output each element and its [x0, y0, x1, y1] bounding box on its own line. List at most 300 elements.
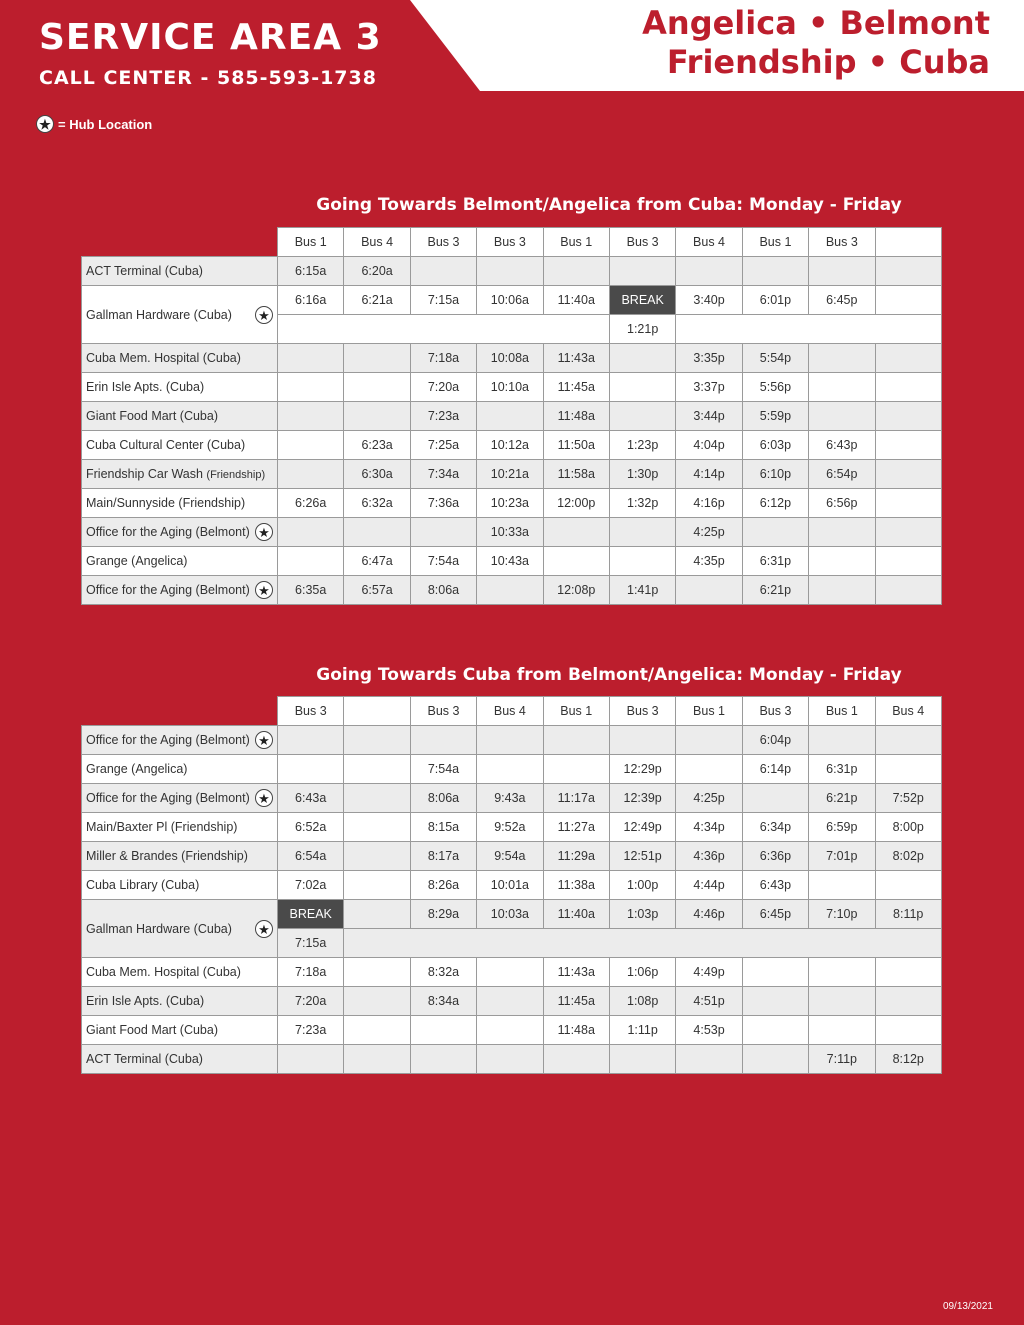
time-cell: 6:21a	[344, 286, 410, 315]
time-cell	[875, 576, 941, 605]
time-cell: 6:12p	[742, 489, 808, 518]
time-cell: 6:30a	[344, 460, 410, 489]
time-cell: 7:23a	[410, 402, 476, 431]
table2-title: Going Towards Cuba from Belmont/Angelica: Monday - Friday	[316, 665, 902, 685]
bus-column-header: Bus 4	[676, 228, 742, 257]
time-cell: 6:52a	[278, 813, 344, 842]
break-cell: BREAK	[278, 900, 344, 929]
stop-name	[82, 900, 278, 958]
time-cell: 12:39p	[609, 784, 675, 813]
time-cell: 8:06a	[410, 576, 476, 605]
time-cell: 3:40p	[676, 286, 742, 315]
time-cell: 6:16a	[278, 286, 344, 315]
time-cell: 11:50a	[543, 431, 609, 460]
time-cell: 4:16p	[676, 489, 742, 518]
stop-row	[82, 373, 942, 402]
stop-row	[82, 813, 942, 842]
time-cell: 7:54a	[410, 547, 476, 576]
time-cell: 7:11p	[809, 1045, 875, 1074]
time-cell: 11:29a	[543, 842, 609, 871]
bus-column-header	[875, 228, 941, 257]
stop-name	[82, 784, 278, 813]
time-cell: 1:30p	[609, 460, 675, 489]
time-cell: 8:02p	[875, 842, 941, 871]
stop-label: Cuba Library (Cuba)	[86, 878, 200, 892]
time-cell: 7:36a	[410, 489, 476, 518]
time-cell	[344, 813, 410, 842]
time-cell	[875, 958, 941, 987]
time-cell: 6:20a	[344, 257, 410, 286]
time-cell	[676, 726, 742, 755]
stop-name	[82, 1016, 278, 1045]
time-cell: 9:43a	[477, 784, 543, 813]
time-cell	[278, 547, 344, 576]
time-cell	[278, 518, 344, 547]
stop-row	[82, 871, 942, 900]
stop-name	[82, 958, 278, 987]
time-cell	[344, 518, 410, 547]
time-cell: 1:00p	[609, 871, 675, 900]
time-cell: 12:49p	[609, 813, 675, 842]
time-cell: 3:35p	[676, 344, 742, 373]
time-cell: 6:35a	[278, 576, 344, 605]
time-cell: 6:43p	[742, 871, 808, 900]
time-cell: 6:01p	[742, 286, 808, 315]
stop-label: Grange (Angelica)	[86, 762, 188, 776]
time-cell	[742, 518, 808, 547]
time-cell: 7:18a	[410, 344, 476, 373]
bus-column-header: Bus 4	[477, 697, 543, 726]
time-cell: 4:04p	[676, 431, 742, 460]
time-cell: 8:29a	[410, 900, 476, 929]
bus-column-header: Bus 3	[809, 228, 875, 257]
stop-label: Cuba Mem. Hospital (Cuba)	[86, 965, 241, 979]
time-cell: 6:26a	[278, 489, 344, 518]
stop-row	[82, 755, 942, 784]
time-cell: 9:52a	[477, 813, 543, 842]
time-cell: 11:58a	[543, 460, 609, 489]
time-cell: 5:54p	[742, 344, 808, 373]
time-cell: 6:43a	[278, 784, 344, 813]
stop-label: Office for the Aging (Belmont)	[86, 733, 250, 747]
time-cell: 10:08a	[477, 344, 543, 373]
stop-name	[82, 257, 278, 286]
time-cell: 3:37p	[676, 373, 742, 402]
time-cell	[809, 518, 875, 547]
time-cell: 1:32p	[609, 489, 675, 518]
time-cell	[344, 1016, 410, 1045]
time-cell: 6:31p	[742, 547, 808, 576]
stop-name	[82, 842, 278, 871]
time-cell: 6:54a	[278, 842, 344, 871]
time-cell: 11:43a	[543, 344, 609, 373]
stop-town: (Friendship)	[206, 469, 266, 481]
stop-name	[82, 755, 278, 784]
stop-row	[82, 431, 942, 460]
stop-row	[82, 958, 942, 987]
time-cell: 6:32a	[344, 489, 410, 518]
schedule-table-outbound	[81, 227, 942, 605]
stop-label: Main/Baxter Pl (Friendship)	[86, 820, 238, 834]
time-cell: 7:15a	[410, 286, 476, 315]
time-cell: 4:53p	[676, 1016, 742, 1045]
time-cell	[344, 871, 410, 900]
time-cell	[278, 402, 344, 431]
stop-name	[82, 987, 278, 1016]
stop-row	[82, 344, 942, 373]
time-cell	[477, 958, 543, 987]
time-cell	[676, 257, 742, 286]
time-cell	[609, 518, 675, 547]
time-cell	[278, 460, 344, 489]
bus-header-row	[82, 697, 942, 726]
time-cell: 1:08p	[609, 987, 675, 1016]
time-cell: 11:45a	[543, 373, 609, 402]
stop-row	[82, 576, 942, 605]
bus-column-header: Bus 3	[742, 697, 808, 726]
stop-label: Giant Food Mart (Cuba)	[86, 1023, 218, 1037]
stop-name	[82, 547, 278, 576]
star-circle-icon: ★	[255, 920, 273, 938]
time-cell: 6:54p	[809, 460, 875, 489]
time-cell: 12:08p	[543, 576, 609, 605]
time-cell: 11:48a	[543, 402, 609, 431]
towns-line-2: Friendship • Cuba	[666, 43, 990, 81]
time-cell: 6:34p	[742, 813, 808, 842]
time-cell	[875, 871, 941, 900]
merged-empty-cell	[278, 315, 610, 344]
time-cell: 1:23p	[609, 431, 675, 460]
time-cell	[809, 987, 875, 1016]
bus-column-header	[344, 697, 410, 726]
time-cell: 6:23a	[344, 431, 410, 460]
time-cell	[875, 518, 941, 547]
time-cell	[875, 460, 941, 489]
time-cell: 11:48a	[543, 1016, 609, 1045]
time-cell: 8:17a	[410, 842, 476, 871]
stop-name	[82, 518, 278, 547]
time-cell: 11:38a	[543, 871, 609, 900]
bus-column-header: Bus 1	[809, 697, 875, 726]
bus-column-header: Bus 1	[742, 228, 808, 257]
time-cell: 11:17a	[543, 784, 609, 813]
time-cell	[676, 755, 742, 784]
time-cell: 6:45p	[742, 900, 808, 929]
table1-title: Going Towards Belmont/Angelica from Cuba: Monday - Friday	[316, 195, 902, 215]
time-cell: 6:57a	[344, 576, 410, 605]
star-circle-icon: ★	[36, 115, 54, 133]
stop-name	[82, 576, 278, 605]
stop-label: Office for the Aging (Belmont)	[86, 583, 250, 597]
stop-name	[82, 373, 278, 402]
time-cell: 4:25p	[676, 518, 742, 547]
stop-row	[82, 402, 942, 431]
stop-label: Gallman Hardware (Cuba)	[86, 921, 232, 936]
stop-row	[82, 547, 942, 576]
time-cell: 6:59p	[809, 813, 875, 842]
time-cell	[278, 1045, 344, 1074]
stop-row	[82, 489, 942, 518]
bus-column-header: Bus 3	[609, 697, 675, 726]
time-cell	[344, 373, 410, 402]
time-cell	[875, 987, 941, 1016]
time-cell: 6:03p	[742, 431, 808, 460]
time-cell: 12:00p	[543, 489, 609, 518]
star-circle-icon: ★	[255, 581, 273, 599]
time-cell: 4:34p	[676, 813, 742, 842]
time-cell: 1:06p	[609, 958, 675, 987]
time-cell: 7:20a	[410, 373, 476, 402]
star-circle-icon: ★	[255, 306, 273, 324]
stop-row	[82, 987, 942, 1016]
stop-name	[82, 402, 278, 431]
time-cell	[875, 373, 941, 402]
time-cell	[543, 755, 609, 784]
time-cell: 10:01a	[477, 871, 543, 900]
time-cell: 7:54a	[410, 755, 476, 784]
stop-name	[82, 460, 278, 489]
time-cell: 11:45a	[543, 987, 609, 1016]
time-cell: 4:44p	[676, 871, 742, 900]
time-cell	[809, 373, 875, 402]
time-cell: 12:51p	[609, 842, 675, 871]
stop-row	[82, 784, 942, 813]
hub-legend-label: = Hub Location	[58, 116, 153, 132]
time-cell	[742, 987, 808, 1016]
stop-row	[82, 726, 942, 755]
time-cell: 6:15a	[278, 257, 344, 286]
time-cell	[410, 726, 476, 755]
time-cell: 8:32a	[410, 958, 476, 987]
time-cell	[477, 755, 543, 784]
time-cell	[410, 1016, 476, 1045]
time-cell	[676, 1045, 742, 1074]
time-cell: 10:33a	[477, 518, 543, 547]
time-cell	[278, 344, 344, 373]
time-cell	[875, 726, 941, 755]
time-cell	[344, 987, 410, 1016]
time-cell: 8:06a	[410, 784, 476, 813]
stop-name	[82, 871, 278, 900]
time-cell: 7:34a	[410, 460, 476, 489]
stop-name	[82, 489, 278, 518]
towns-served	[642, 4, 990, 82]
bus-column-header: Bus 1	[543, 697, 609, 726]
time-cell: 10:43a	[477, 547, 543, 576]
time-cell	[477, 402, 543, 431]
bus-column-header: Bus 1	[676, 697, 742, 726]
time-cell	[410, 1045, 476, 1074]
time-cell	[477, 726, 543, 755]
time-cell: 6:21p	[809, 784, 875, 813]
time-cell	[543, 518, 609, 547]
time-cell: 9:54a	[477, 842, 543, 871]
stop-row	[82, 518, 942, 547]
stop-label: Giant Food Mart (Cuba)	[86, 409, 218, 423]
time-cell: 8:34a	[410, 987, 476, 1016]
time-cell: 7:25a	[410, 431, 476, 460]
time-cell	[410, 257, 476, 286]
time-cell: 7:52p	[875, 784, 941, 813]
towns-line-1: Angelica • Belmont	[642, 4, 990, 42]
time-cell	[742, 1045, 808, 1074]
stop-label: ACT Terminal (Cuba)	[86, 1052, 203, 1066]
schedule-table-inbound	[81, 696, 942, 1074]
time-cell	[609, 1045, 675, 1074]
time-cell	[875, 547, 941, 576]
bus-column-header: Bus 3	[477, 228, 543, 257]
bus-column-header: Bus 3	[410, 228, 476, 257]
time-cell: 6:31p	[809, 755, 875, 784]
time-cell	[344, 755, 410, 784]
time-cell	[875, 431, 941, 460]
time-cell: 11:43a	[543, 958, 609, 987]
time-cell: 4:14p	[676, 460, 742, 489]
time-cell	[875, 286, 941, 315]
time-cell: 6:43p	[809, 431, 875, 460]
time-cell	[477, 576, 543, 605]
time-cell: 4:51p	[676, 987, 742, 1016]
time-cell	[809, 402, 875, 431]
time-cell	[875, 1016, 941, 1045]
time-cell	[477, 257, 543, 286]
stop-row	[82, 900, 942, 929]
time-cell	[609, 257, 675, 286]
stop-row	[82, 286, 942, 315]
time-cell: 6:47a	[344, 547, 410, 576]
time-cell: 6:36p	[742, 842, 808, 871]
time-cell: 4:49p	[676, 958, 742, 987]
time-cell	[809, 871, 875, 900]
merged-empty-cell	[344, 929, 942, 958]
stop-row	[82, 460, 942, 489]
time-cell: 11:40a	[543, 286, 609, 315]
after-break-time: 1:21p	[609, 315, 675, 344]
time-cell: 6:56p	[809, 489, 875, 518]
time-cell	[344, 958, 410, 987]
time-cell	[278, 431, 344, 460]
merged-empty-cell	[676, 315, 942, 344]
time-cell: 8:26a	[410, 871, 476, 900]
time-cell: 1:03p	[609, 900, 675, 929]
stop-label: ACT Terminal (Cuba)	[86, 264, 203, 278]
call-center-phone: CALL CENTER - 585-593-1738	[39, 67, 377, 89]
time-cell	[676, 576, 742, 605]
time-cell: 8:12p	[875, 1045, 941, 1074]
time-cell	[809, 1016, 875, 1045]
time-cell: 8:00p	[875, 813, 941, 842]
header-spacer	[82, 228, 278, 257]
bus-column-header: Bus 1	[543, 228, 609, 257]
stop-label: Cuba Mem. Hospital (Cuba)	[86, 351, 241, 365]
time-cell	[543, 726, 609, 755]
time-cell	[543, 257, 609, 286]
time-cell	[344, 402, 410, 431]
stop-label: Office for the Aging (Belmont)	[86, 791, 250, 805]
time-cell	[809, 958, 875, 987]
star-circle-icon: ★	[255, 731, 273, 749]
time-cell	[809, 547, 875, 576]
bus-column-header: Bus 1	[278, 228, 344, 257]
time-cell: 12:29p	[609, 755, 675, 784]
time-cell	[278, 373, 344, 402]
stop-label: Erin Isle Apts. (Cuba)	[86, 380, 205, 394]
time-cell	[742, 784, 808, 813]
time-cell: 3:44p	[676, 402, 742, 431]
time-cell: 8:11p	[875, 900, 941, 929]
time-cell	[477, 1045, 543, 1074]
time-cell: 10:06a	[477, 286, 543, 315]
time-cell: 4:25p	[676, 784, 742, 813]
time-cell: 8:15a	[410, 813, 476, 842]
stop-row	[82, 842, 942, 871]
time-cell	[278, 726, 344, 755]
time-cell: 6:14p	[742, 755, 808, 784]
time-cell: 4:36p	[676, 842, 742, 871]
time-cell: 10:23a	[477, 489, 543, 518]
time-cell	[344, 900, 410, 929]
time-cell	[609, 726, 675, 755]
star-circle-icon: ★	[255, 789, 273, 807]
stop-row	[82, 257, 942, 286]
time-cell: 5:59p	[742, 402, 808, 431]
time-cell	[609, 402, 675, 431]
time-cell	[344, 842, 410, 871]
time-cell	[543, 1045, 609, 1074]
time-cell	[742, 1016, 808, 1045]
stop-label: Cuba Cultural Center (Cuba)	[86, 438, 246, 452]
time-cell	[809, 576, 875, 605]
time-cell	[344, 344, 410, 373]
stop-name	[82, 286, 278, 344]
time-cell: 7:02a	[278, 871, 344, 900]
stop-label: Miller & Brandes (Friendship)	[86, 849, 248, 863]
time-cell	[875, 489, 941, 518]
time-cell: 7:20a	[278, 987, 344, 1016]
time-cell: 1:11p	[609, 1016, 675, 1045]
time-cell: 4:35p	[676, 547, 742, 576]
time-cell: 5:56p	[742, 373, 808, 402]
time-cell: 10:10a	[477, 373, 543, 402]
time-cell	[609, 344, 675, 373]
time-cell: 11:27a	[543, 813, 609, 842]
time-cell	[609, 373, 675, 402]
time-cell: 6:21p	[742, 576, 808, 605]
time-cell	[344, 1045, 410, 1074]
time-cell: 7:18a	[278, 958, 344, 987]
time-cell	[477, 1016, 543, 1045]
time-cell	[742, 958, 808, 987]
stop-name	[82, 344, 278, 373]
stop-label: Main/Sunnyside (Friendship)	[86, 496, 246, 510]
time-cell	[477, 987, 543, 1016]
page-title: SERVICE AREA 3	[39, 17, 382, 58]
time-cell	[543, 547, 609, 576]
time-cell: 7:10p	[809, 900, 875, 929]
stop-label: Grange (Angelica)	[86, 554, 188, 568]
stop-label: Office for the Aging (Belmont)	[86, 525, 250, 539]
time-cell	[278, 755, 344, 784]
time-cell: 7:01p	[809, 842, 875, 871]
bus-column-header: Bus 3	[410, 697, 476, 726]
bus-header-row	[82, 228, 942, 257]
time-cell	[809, 257, 875, 286]
time-cell: 10:12a	[477, 431, 543, 460]
stop-label: Gallman Hardware (Cuba)	[86, 307, 232, 322]
bus-column-header: Bus 3	[609, 228, 675, 257]
time-cell: 6:04p	[742, 726, 808, 755]
stop-name	[82, 1045, 278, 1074]
